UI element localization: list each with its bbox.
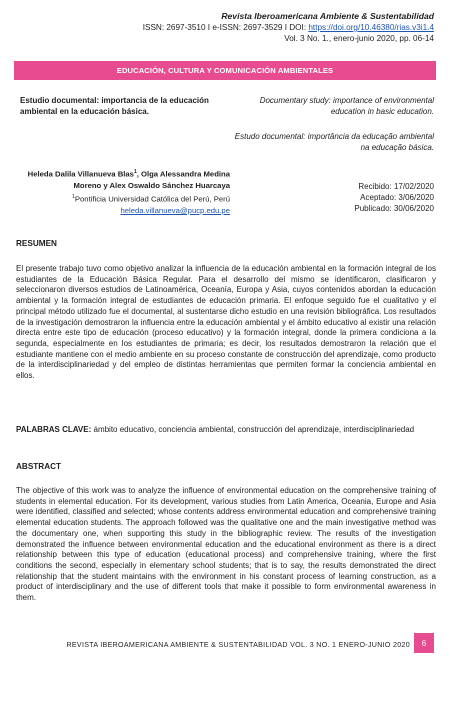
title-portuguese: Estudo documental: importância da educação ambiental na educação básica. <box>234 132 434 152</box>
keywords-text: ámbito educativo, conciencia ambiental, construcción del aprendizaje, interdisciplinariedad <box>91 425 415 434</box>
volume-info: Vol. 3 No. 1., enero-junio 2020, pp. 06-14 <box>284 34 434 43</box>
footer-journal: REVISTA IBEROAMERICANA AMBIENTE & SUSTENTABILIDAD VOL. 3 NO. 1 ENERO-JUNIO 2020 <box>66 641 410 649</box>
resumen-text: El presente trabajo tuvo como objetivo analizar la influencia de la educación ambiental en la formación integral de los estudiantes de la Educación Básica Regular. Para el desarrollo del mismo se identificaron, clasificaron y seleccionaron diversos estudios de Latinoamérica, Oceanía, Europa y Asia, cuyos contenidos abordan la educación ambiental y la formación integral de estudiantes de educación primaria. El enfoque seguido fue el cualitativo y el principal método utilizado fue el documental, al sustentarse dicho estudio en una revisión bibliográfica. Los resultados de la investigación demostraron la influencia entre la educación ambiental y el ámbito educativo al existir una relación directa entre este tipo de educación (proceso educativo) y la formación integral, donde la primera condiciona a la segunda, especialmente en los estudiantes de primaria; es decir, los resultados demostraron la relación que el estudiante mantiene con el medio ambiente en su proceso constante de construcción del aprendizaje, como producto de la interdisciplinariedad y del empleo de distintas herramientas que permiten formar la conciencia ambiental en ellos. <box>16 264 436 381</box>
title-english: Documentary study: importance of environmental education in basic education. <box>259 96 434 116</box>
abstract-heading: ABSTRACT <box>16 462 62 471</box>
publication-dates <box>354 181 434 214</box>
journal-header <box>143 11 434 44</box>
section-band: EDUCACIÓN, CULTURA Y COMUNICACIÓN AMBIENTALES <box>14 61 436 80</box>
author-block <box>20 167 230 216</box>
issn-text: ISSN: 2697-3510 I e-ISSN: 2697-3529 I DOI: <box>142 23 309 32</box>
received-date: Recibido: 17/02/2020 <box>358 182 434 191</box>
author-names: Heleda Dalila Villanueva Blas$^1$, Olga Alessandra Medina Moreno y Alex Oswaldo Sánchez Huarcaya <box>27 169 230 191</box>
title-spanish: Estudio documental: importancia de la educación ambiental en la educación básica. <box>20 96 209 116</box>
accepted-date: Aceptado: 3/06/2020 <box>360 193 434 202</box>
keywords-label: PALABRAS CLAVE: <box>16 425 92 434</box>
doi-link[interactable]: https://doi.org/10.46380/rias.v3i1.4 <box>308 23 434 32</box>
abstract-text: The objective of this work was to analyze the influence of environmental education on the comprehensive training of students in elemental education. For its development, various studies from Latin America, Oceania, Europe and Asia were identified, classified and selected; whose contents address environmental education and comprehensive training elemental education students. The approach followed was the qualitative one and the main investigative method was the documentary one, when supporting this study in the bibliographic review. The results of the investigation demonstrated the influence between environmental education and the educational environment as there is a direct relationship between this type of education (educational process) and comprehensive training, where the first conditions the second, especially in elementary school students; that is to say, the results demonstrated the direct relationship that the student maintains with the environment in his constant process of learning construction, as a product of interdisciplinary and the use of different tools that make it possible to form environmental awareness in them. <box>16 486 436 603</box>
page-number: 6 <box>414 633 434 653</box>
issn-doi-line <box>143 22 434 33</box>
keywords <box>16 424 436 435</box>
journal-name: Revista Iberoamericana Ambiente & Sustentabilidad <box>221 11 434 21</box>
author-affiliation: $^1$Pontificia Universidad Católica del Perú, Perú <box>72 193 230 204</box>
resumen-heading: RESUMEN <box>16 239 57 248</box>
published-date: Publicado: 30/06/2020 <box>354 204 434 213</box>
author-email-link[interactable]: heleda.villanueva@pucp.edu.pe <box>120 205 230 215</box>
